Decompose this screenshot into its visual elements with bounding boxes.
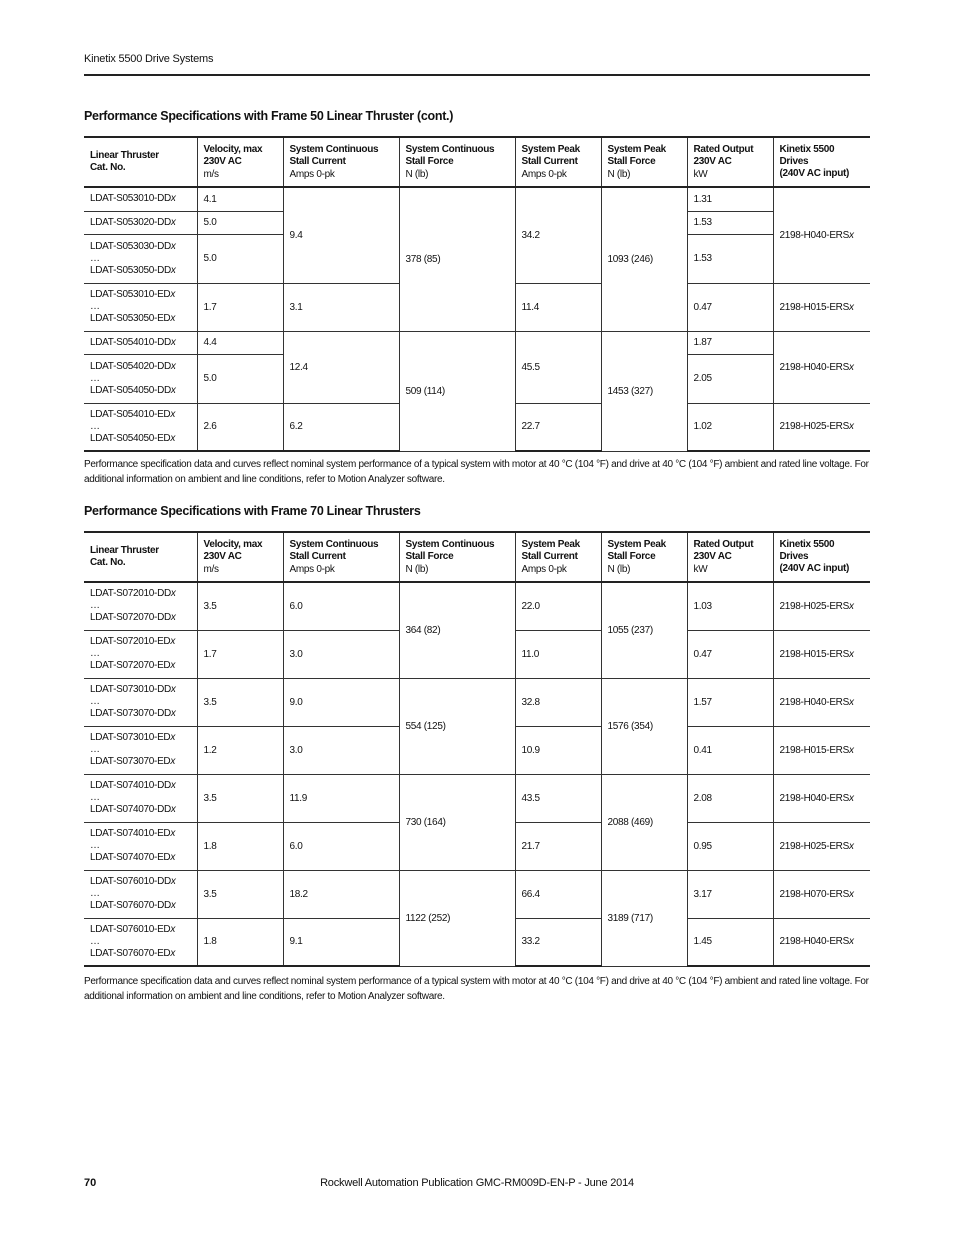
column-header-label: System Peak <box>521 143 580 155</box>
velocity-cell: 5.0 <box>197 234 283 283</box>
peak-current-cell: 11.4 <box>515 283 601 331</box>
cat-no-cell <box>84 726 197 774</box>
cat-no-cell <box>84 283 197 331</box>
velocity-cell: 3.5 <box>197 582 283 630</box>
column-header-label: Rated Output <box>693 538 754 550</box>
rated-output-cell: 2.05 <box>687 354 773 403</box>
column-header <box>515 532 601 582</box>
column-header-label: Kinetix 5500 Drives <box>779 144 835 167</box>
cat-no-cell <box>84 822 197 870</box>
frame50-spec-table <box>84 136 870 452</box>
column-header-label: Stall Force <box>607 550 656 562</box>
table-row <box>84 678 870 726</box>
peak-current-cell: 45.5 <box>515 331 601 403</box>
cat-no-line: LDAT-S074010-EDx <box>90 828 176 839</box>
column-unit: m/s <box>203 563 219 575</box>
rated-output-cell: 1.53 <box>687 211 773 234</box>
drive-cell: 2198-H025-ERSx <box>773 822 870 870</box>
drive-cell: 2198-H015-ERSx <box>773 726 870 774</box>
column-unit: kW <box>693 168 708 180</box>
cat-no-cell <box>84 678 197 726</box>
running-header: Kinetix 5500 Drive Systems <box>84 53 214 65</box>
column-header-label: System Peak <box>607 538 666 550</box>
table-row <box>84 187 870 211</box>
velocity-cell: 3.5 <box>197 774 283 822</box>
column-unit: N (lb) <box>607 563 631 575</box>
column-header-label: Stall Force <box>607 155 656 167</box>
peak-force-cell: 1093 (246) <box>601 187 687 331</box>
rated-output-cell: 1.45 <box>687 918 773 966</box>
column-header-label: Linear Thruster <box>90 150 159 161</box>
column-header-label: System Continuous <box>289 538 379 550</box>
peak-current-cell: 21.7 <box>515 822 601 870</box>
drive-cell: 2198-H015-ERSx <box>773 283 870 331</box>
peak-current-cell: 34.2 <box>515 187 601 283</box>
column-header-label: 230V AC <box>203 550 242 562</box>
cat-no-line: LDAT-S054010-DDx <box>90 336 176 348</box>
peak-force-cell: 1453 (327) <box>601 331 687 451</box>
peak-current-cell: 10.9 <box>515 726 601 774</box>
cat-no-cell <box>84 582 197 630</box>
cat-no-line: … <box>90 600 100 612</box>
column-header-label: 230V AC <box>693 155 732 167</box>
cat-no-line: … <box>90 420 100 432</box>
peak-current-cell: 66.4 <box>515 870 601 918</box>
column-header-label: Stall Current <box>289 155 346 167</box>
column-unit: N (lb) <box>607 168 631 180</box>
table2-title: Performance Specifications with Frame 70 Linear Thrusters <box>84 504 421 518</box>
cat-no-cell <box>84 774 197 822</box>
velocity-cell: 5.0 <box>197 354 283 403</box>
velocity-cell: 1.8 <box>197 822 283 870</box>
column-header-label: Cat. No. <box>90 557 126 568</box>
cat-no-cell <box>84 918 197 966</box>
rated-output-cell: 0.95 <box>687 822 773 870</box>
column-header-label: Stall Current <box>521 155 578 167</box>
column-header-label: System Continuous <box>405 143 495 155</box>
rated-output-cell: 1.02 <box>687 403 773 451</box>
column-header <box>601 137 687 187</box>
column-header-label: Stall Current <box>289 550 346 562</box>
cat-no-line: … <box>90 696 100 707</box>
cat-no-line: LDAT-S073010-EDx <box>90 732 176 743</box>
cont-current-cell: 6.2 <box>283 403 399 451</box>
cont-force-cell: 378 (85) <box>399 187 515 331</box>
column-header <box>399 532 515 582</box>
column-header-label: (240V AC input) <box>779 563 850 574</box>
column-header <box>687 137 773 187</box>
column-header <box>773 532 870 582</box>
column-unit: Amps 0-pk <box>521 563 567 575</box>
cat-no-line: LDAT-S072070-EDx <box>90 660 176 671</box>
rated-output-cell: 2.08 <box>687 774 773 822</box>
cont-current-cell: 9.0 <box>283 678 399 726</box>
rated-output-cell: 1.03 <box>687 582 773 630</box>
cont-force-cell: 730 (164) <box>399 774 515 870</box>
table-header-row <box>84 532 870 582</box>
column-header <box>283 532 399 582</box>
velocity-cell: 2.6 <box>197 403 283 451</box>
column-unit: N (lb) <box>405 563 429 575</box>
column-header-label: Rated Output <box>693 143 754 155</box>
column-unit: m/s <box>203 168 219 180</box>
cat-no-cell <box>84 331 197 354</box>
rated-output-cell: 1.87 <box>687 331 773 354</box>
column-header <box>197 532 283 582</box>
rated-output-cell: 0.47 <box>687 630 773 678</box>
column-header <box>601 532 687 582</box>
velocity-cell: 4.4 <box>197 331 283 354</box>
page-number: 70 <box>84 1177 97 1189</box>
rated-output-cell: 3.17 <box>687 870 773 918</box>
cat-no-line: LDAT-S053010-DDx <box>90 193 176 205</box>
cat-no-line: LDAT-S073010-DDx <box>90 684 176 695</box>
cat-no-line: LDAT-S073070-EDx <box>90 756 176 767</box>
peak-force-cell: 1055 (237) <box>601 582 687 678</box>
cat-no-cell <box>84 234 197 283</box>
table-header-row <box>84 137 870 187</box>
cont-current-cell: 11.9 <box>283 774 399 822</box>
column-header <box>399 137 515 187</box>
cont-current-cell: 12.4 <box>283 331 399 403</box>
drive-cell: 2198-H040-ERSx <box>773 918 870 966</box>
cat-no-cell <box>84 630 197 678</box>
cat-no-cell <box>84 870 197 918</box>
cont-current-cell: 3.0 <box>283 630 399 678</box>
column-header-label: Linear Thruster <box>90 545 159 556</box>
cat-no-line: LDAT-S054050-EDx <box>90 432 176 444</box>
peak-force-cell: 1576 (354) <box>601 678 687 774</box>
column-header-label: System Peak <box>521 538 580 550</box>
column-unit: Amps 0-pk <box>521 168 567 180</box>
velocity-cell: 1.2 <box>197 726 283 774</box>
cat-no-line: LDAT-S053010-EDx <box>90 289 176 300</box>
cat-no-line: LDAT-S076070-DDx <box>90 900 176 911</box>
column-header-label: Stall Force <box>405 155 454 167</box>
velocity-cell: 1.8 <box>197 918 283 966</box>
velocity-cell: 3.5 <box>197 678 283 726</box>
drive-cell: 2198-H040-ERSx <box>773 331 870 403</box>
cat-no-line: … <box>90 252 100 264</box>
column-header <box>84 137 197 187</box>
table-row <box>84 870 870 918</box>
cont-current-cell: 3.0 <box>283 726 399 774</box>
peak-current-cell: 33.2 <box>515 918 601 966</box>
table2-footnote: Performance specification data and curves reflect nominal system performance of a typical system with motor at 40 °C (104 °F) and drive at 40 °C (104 °F) ambient and rated line voltage. For additional information on ambient and line conditions, refer to Motion Analyzer software. <box>84 976 869 1002</box>
cont-force-cell: 364 (82) <box>399 582 515 678</box>
cat-no-line: LDAT-S076010-DDx <box>90 876 176 887</box>
column-header-label: System Continuous <box>289 143 379 155</box>
cont-current-cell: 6.0 <box>283 822 399 870</box>
column-header-label: Stall Force <box>405 550 454 562</box>
peak-force-cell: 2088 (469) <box>601 774 687 870</box>
column-unit: Amps 0-pk <box>289 563 335 575</box>
cat-no-line: LDAT-S054020-DDx <box>90 360 176 372</box>
velocity-cell: 4.1 <box>197 187 283 211</box>
column-header <box>773 137 870 187</box>
cat-no-line: LDAT-S074070-DDx <box>90 804 176 815</box>
cont-current-cell: 9.1 <box>283 918 399 966</box>
cont-current-cell: 6.0 <box>283 582 399 630</box>
cont-force-cell: 554 (125) <box>399 678 515 774</box>
frame70-spec-table <box>84 531 870 967</box>
column-unit: N (lb) <box>405 168 429 180</box>
cont-force-cell: 509 (114) <box>399 331 515 451</box>
cat-no-line: LDAT-S053030-DDx <box>90 240 176 252</box>
cat-no-line: LDAT-S072070-DDx <box>90 612 176 624</box>
drive-cell: 2198-H040-ERSx <box>773 774 870 822</box>
cat-no-line: LDAT-S054010-EDx <box>90 408 176 420</box>
column-header-label: Velocity, max <box>203 143 263 155</box>
cat-no-line: LDAT-S072010-DDx <box>90 588 176 600</box>
cat-no-line: LDAT-S053020-DDx <box>90 216 176 228</box>
cat-no-line: LDAT-S076070-EDx <box>90 947 176 959</box>
velocity-cell: 5.0 <box>197 211 283 234</box>
cat-no-line: LDAT-S072010-EDx <box>90 636 176 647</box>
cat-no-line: LDAT-S053050-DDx <box>90 264 176 276</box>
table1-title: Performance Specifications with Frame 50 Linear Thruster (cont.) <box>84 109 454 123</box>
column-header-label: Stall Current <box>521 550 578 562</box>
column-header-label: (240V AC input) <box>779 168 850 179</box>
cont-current-cell: 9.4 <box>283 187 399 283</box>
column-header <box>84 532 197 582</box>
peak-current-cell: 11.0 <box>515 630 601 678</box>
cat-no-line: LDAT-S076010-EDx <box>90 923 176 935</box>
cat-no-line: … <box>90 301 100 312</box>
rated-output-cell: 0.47 <box>687 283 773 331</box>
column-header-label: Velocity, max <box>203 538 263 550</box>
cont-force-cell: 1122 (252) <box>399 870 515 966</box>
cont-current-cell: 3.1 <box>283 283 399 331</box>
cat-no-line: LDAT-S074010-DDx <box>90 780 176 791</box>
column-header <box>283 137 399 187</box>
column-header-label: Kinetix 5500 Drives <box>779 539 835 562</box>
drive-cell: 2198-H040-ERSx <box>773 187 870 283</box>
cat-no-cell <box>84 211 197 234</box>
cat-no-line: … <box>90 744 100 755</box>
cat-no-cell <box>84 187 197 211</box>
velocity-cell: 1.7 <box>197 630 283 678</box>
drive-cell: 2198-H070-ERSx <box>773 870 870 918</box>
rated-output-cell: 1.53 <box>687 234 773 283</box>
table-row <box>84 331 870 354</box>
cat-no-line: LDAT-S054050-DDx <box>90 384 176 396</box>
drive-cell: 2198-H040-ERSx <box>773 678 870 726</box>
drive-cell: 2198-H025-ERSx <box>773 403 870 451</box>
column-unit: kW <box>693 563 708 575</box>
velocity-cell: 1.7 <box>197 283 283 331</box>
column-unit: Amps 0-pk <box>289 168 335 180</box>
cat-no-line: … <box>90 792 100 803</box>
cat-no-line: … <box>90 888 100 899</box>
cat-no-line: LDAT-S073070-DDx <box>90 708 176 719</box>
cat-no-line: … <box>90 935 100 947</box>
peak-force-cell: 3189 (717) <box>601 870 687 966</box>
column-header <box>687 532 773 582</box>
column-header <box>197 137 283 187</box>
table1-footnote: Performance specification data and curves reflect nominal system performance of a typical system with motor at 40 °C (104 °F) and drive at 40 °C (104 °F) ambient and rated line voltage. For additional information on ambient and line conditions, refer to Motion Analyzer software. <box>84 459 869 485</box>
header-rule <box>84 74 870 76</box>
rated-output-cell: 1.57 <box>687 678 773 726</box>
peak-current-cell: 32.8 <box>515 678 601 726</box>
column-header-label: Cat. No. <box>90 162 126 173</box>
velocity-cell: 3.5 <box>197 870 283 918</box>
drive-cell: 2198-H025-ERSx <box>773 582 870 630</box>
cat-no-line: LDAT-S053050-EDx <box>90 313 176 324</box>
cont-current-cell: 18.2 <box>283 870 399 918</box>
cat-no-line: … <box>90 840 100 851</box>
column-header-label: 230V AC <box>693 550 732 562</box>
cat-no-line: … <box>90 648 100 659</box>
cat-no-line: … <box>90 372 100 384</box>
peak-current-cell: 22.0 <box>515 582 601 630</box>
column-header <box>515 137 601 187</box>
cat-no-cell <box>84 354 197 403</box>
publication-info: Rockwell Automation Publication GMC-RM009D-EN-P - June 2014 <box>320 1177 634 1189</box>
column-header-label: System Peak <box>607 143 666 155</box>
table-row <box>84 582 870 630</box>
drive-cell: 2198-H015-ERSx <box>773 630 870 678</box>
cat-no-cell <box>84 403 197 451</box>
column-header-label: System Continuous <box>405 538 495 550</box>
peak-current-cell: 43.5 <box>515 774 601 822</box>
cat-no-line: LDAT-S074070-EDx <box>90 852 176 863</box>
column-header-label: 230V AC <box>203 155 242 167</box>
table-row <box>84 774 870 822</box>
rated-output-cell: 1.31 <box>687 187 773 211</box>
peak-current-cell: 22.7 <box>515 403 601 451</box>
rated-output-cell: 0.41 <box>687 726 773 774</box>
